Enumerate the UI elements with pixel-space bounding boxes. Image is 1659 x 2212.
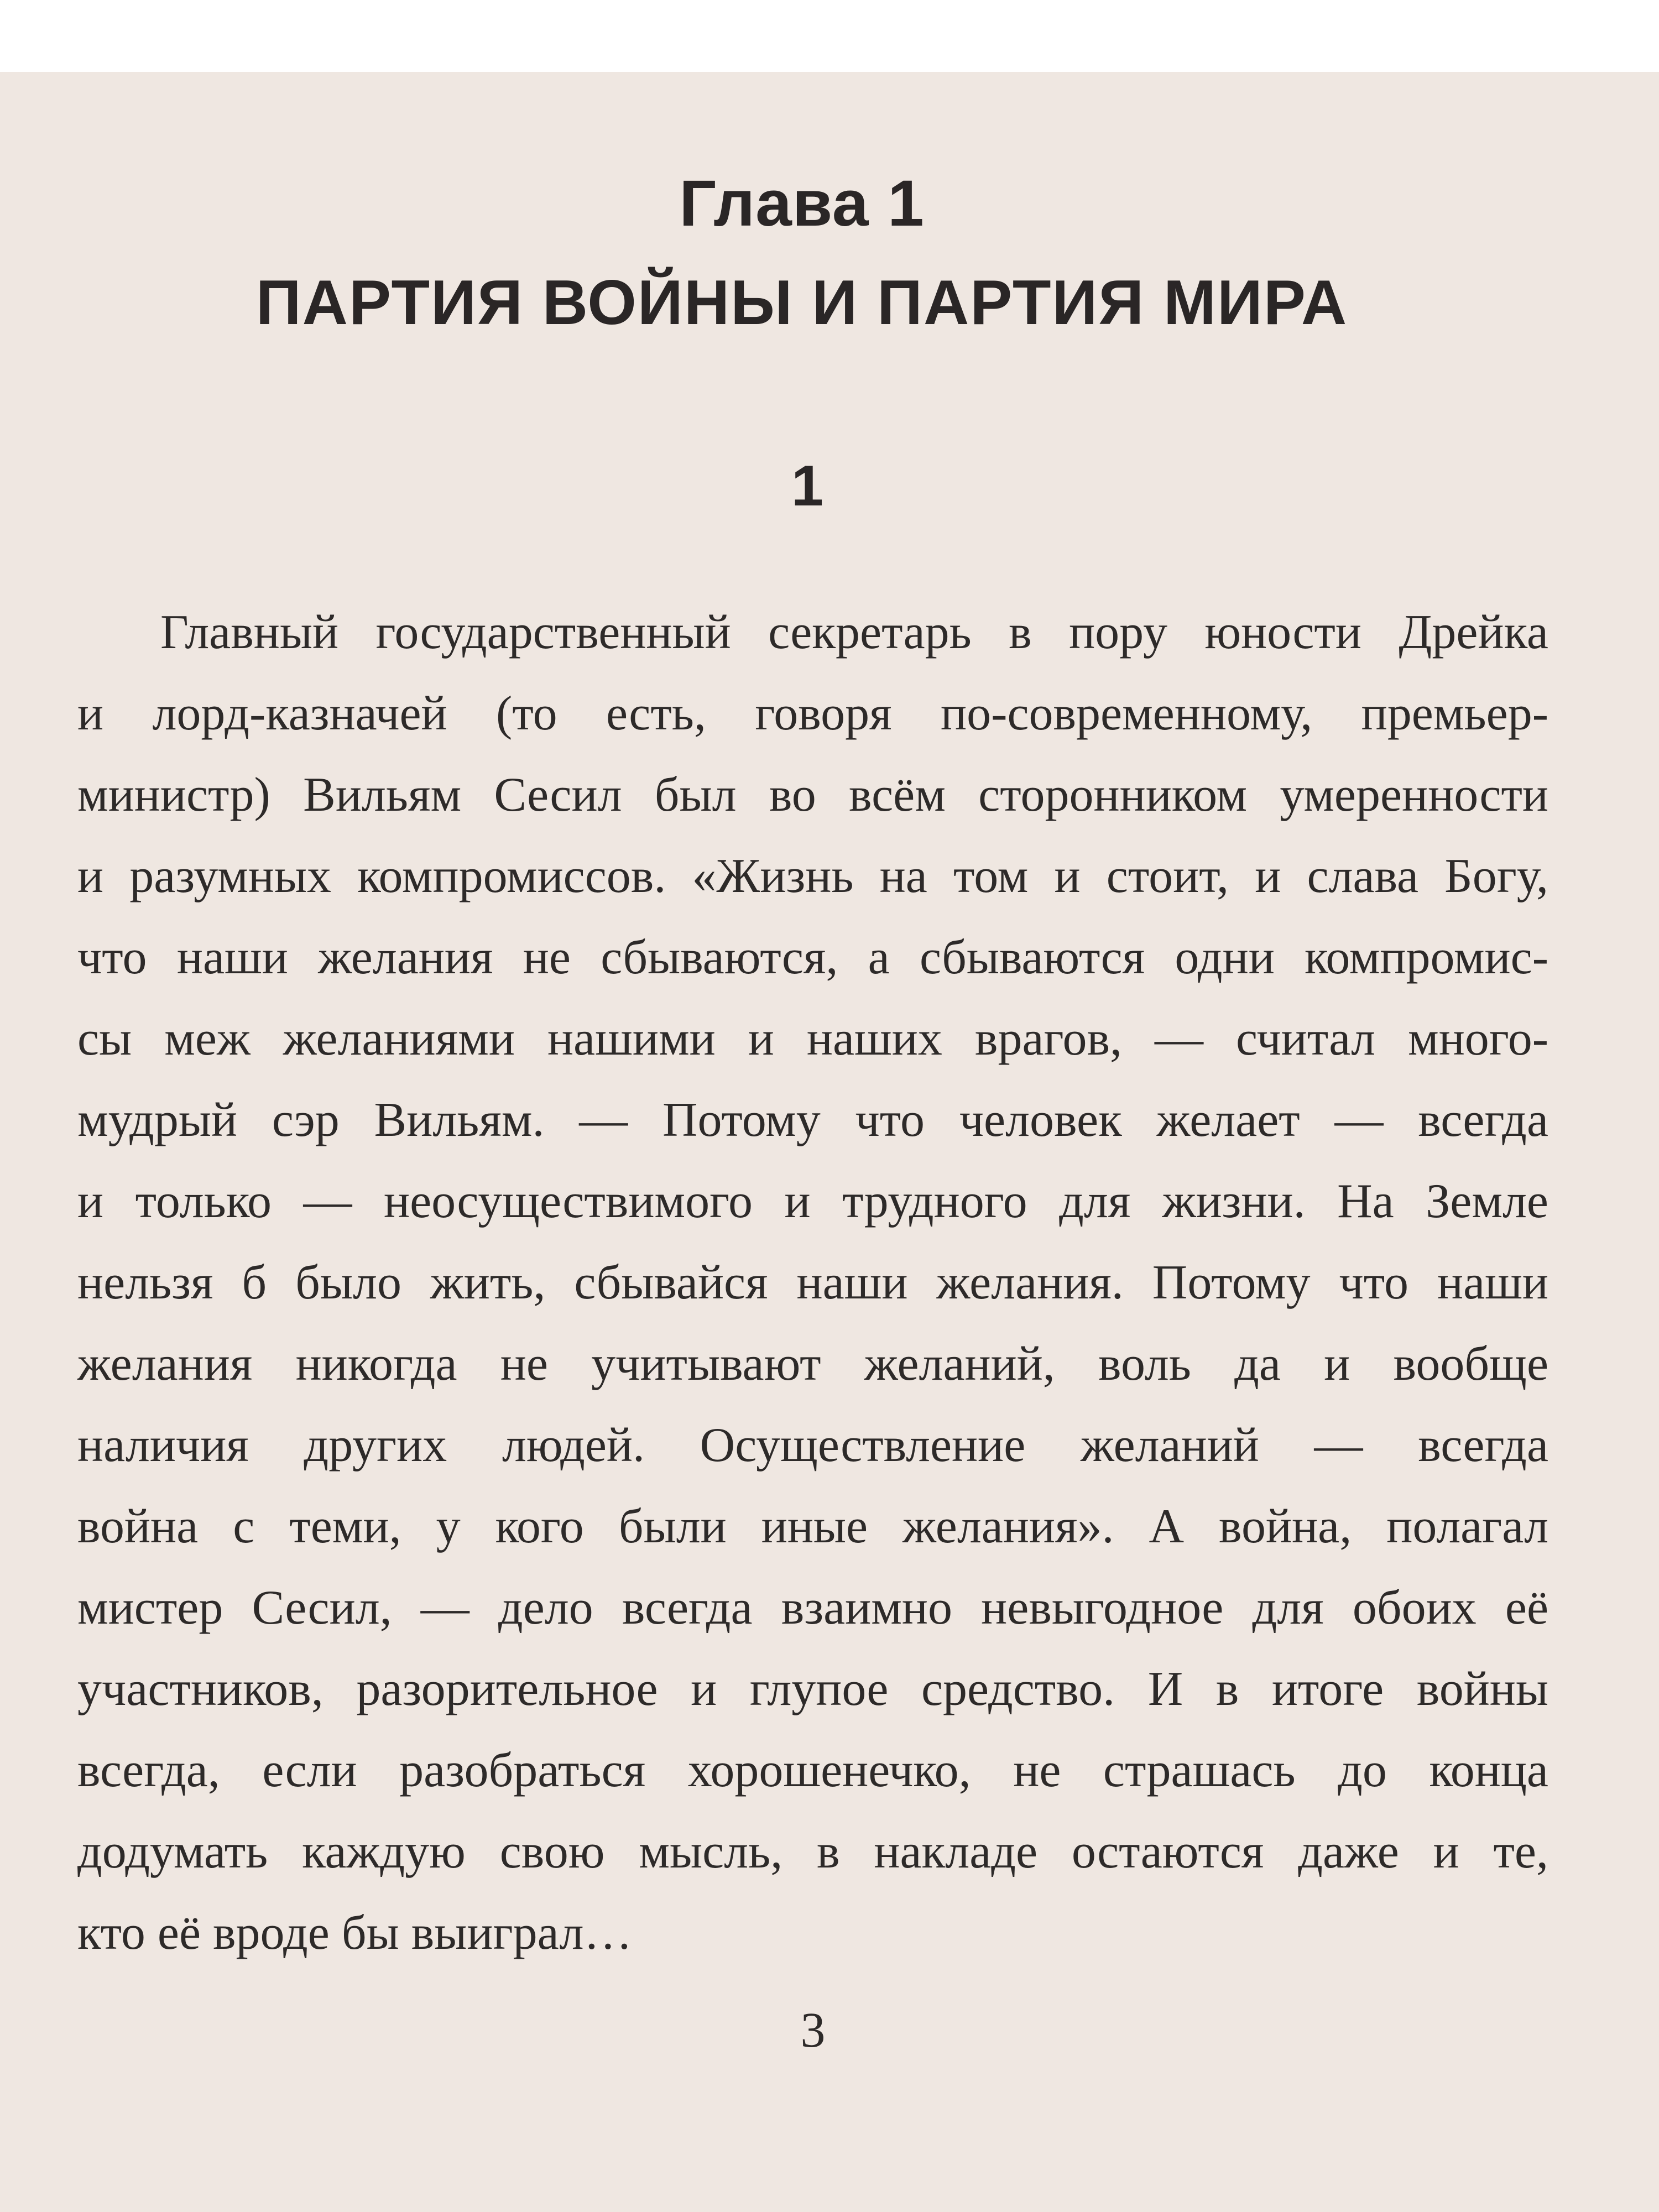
text-line: и разумных компромиссов. «Жизнь на том и стоит, и слава Богу, [77,849,1548,903]
text-line: министр) Вильям Сесил был во всём сторонником умеренности [77,768,1548,822]
text-line: нельзя б было жить, сбывайся наши желания. Потому что наши [77,1256,1548,1310]
book-page [0,72,1659,2212]
text-line: что наши желания не сбываются, а сбываются одни компромис- [77,931,1548,984]
chapter-label: Глава 1 [679,167,925,240]
text-line: война с теми, у кого были иные желания». А война, полагал [77,1500,1548,1553]
text-line: всегда, если разобраться хорошенечко, не страшась до конца [77,1744,1548,1797]
page-number: 3 [800,2003,826,2058]
text-line: Главный государственный секретарь в пору юности Дрейка [160,606,1548,659]
text-line: и только — неосуществимого и трудного для жизни. На Земле [77,1175,1548,1228]
text-line: мистер Сесил, — дело всегда взаимно невыгодное для обоих её [77,1581,1548,1635]
section-number: 1 [791,454,823,518]
text-line: сы меж желаниями нашими и наших врагов, — считал много- [77,1012,1548,1066]
text-line: и лорд-казначей (то есть, говоря по-современному, премьер- [77,687,1548,740]
chapter-title: ПАРТИЯ ВОЙНЫ И ПАРТИЯ МИРА [255,268,1348,338]
text-line: кто её вроде бы выиграл… [77,1906,633,1960]
body-paragraph [77,592,1548,1974]
text-line: участников, разорительное и глупое средство. И в итоге войны [77,1662,1548,1716]
text-line: желания никогда не учитывают желаний, воль да и вообще [77,1337,1548,1391]
text-line: мудрый сэр Вильям. — Потому что человек желает — всегда [77,1093,1548,1147]
text-line: додумать каждую свою мысль, в накладе остаются даже и те, [77,1825,1548,1879]
text-line: наличия других людей. Осуществление желаний — всегда [77,1418,1548,1472]
